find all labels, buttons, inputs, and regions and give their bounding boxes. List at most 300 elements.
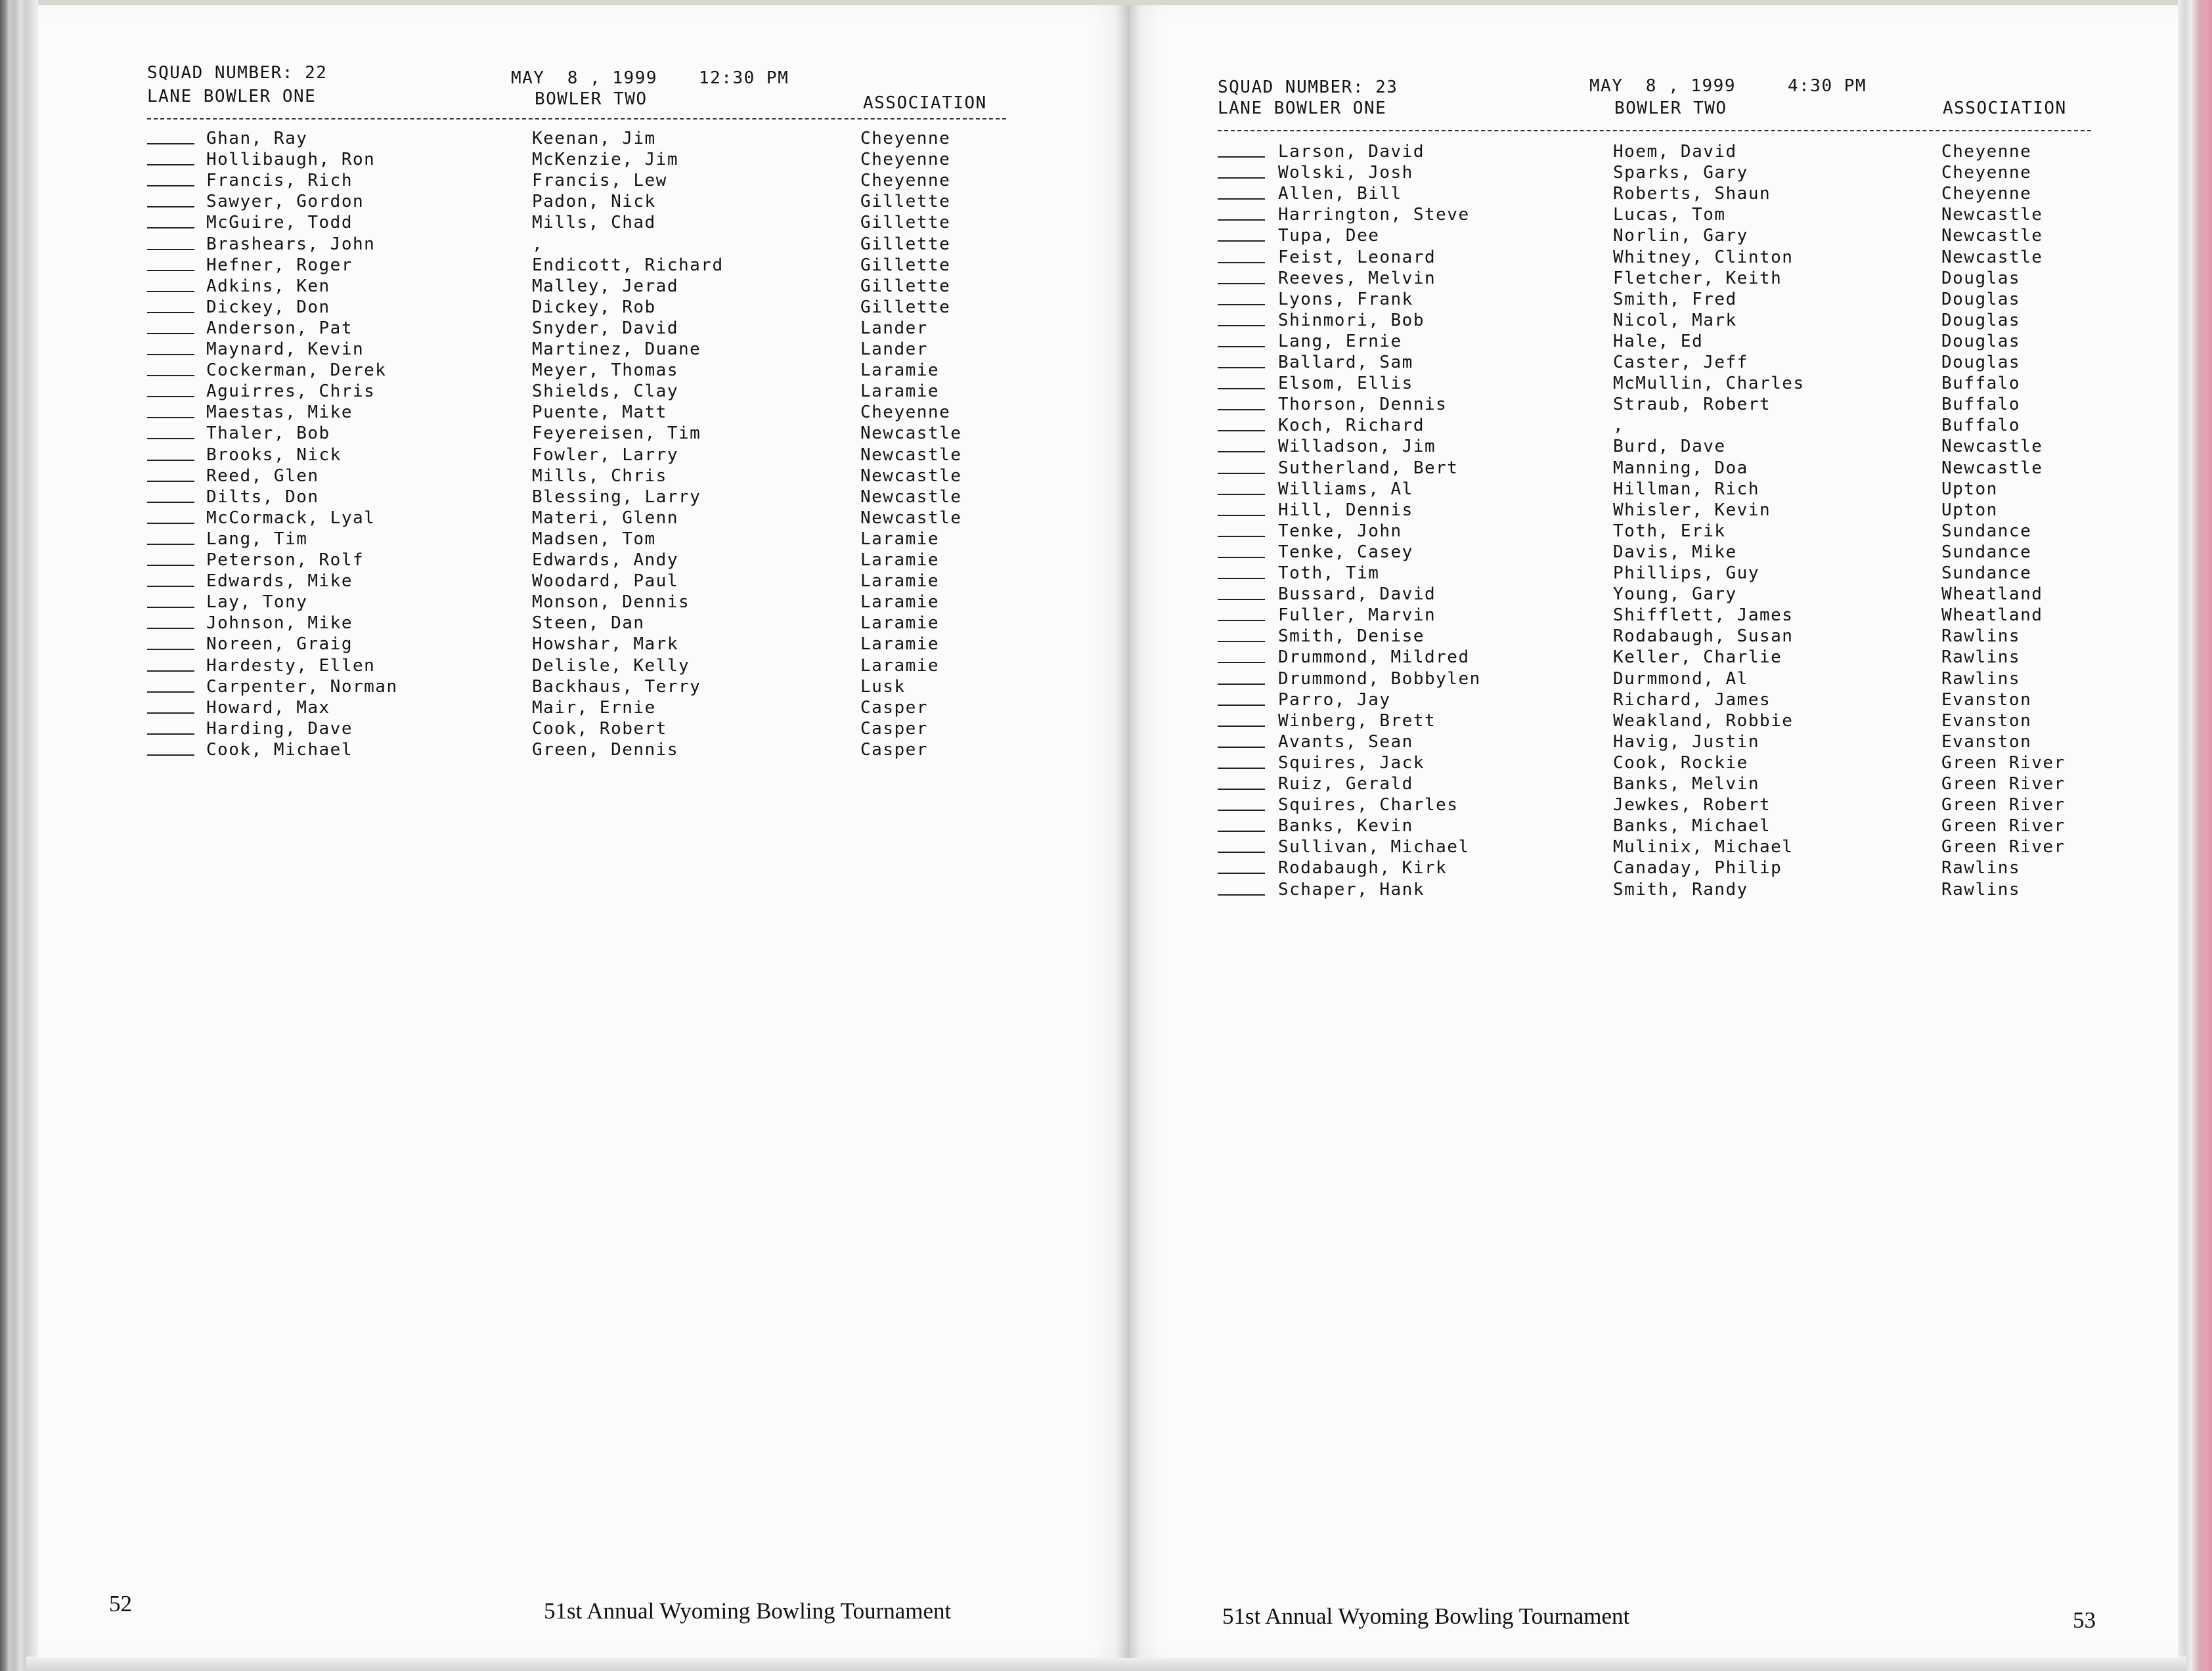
association-name: Upton: [1941, 500, 1998, 520]
bowler-one-name: Lyons, Frank: [1278, 289, 1413, 309]
table-row: [1128, 184, 2178, 205]
lane-blank-line: [1218, 219, 1265, 221]
lane-blank-line: [1218, 599, 1265, 600]
bowler-two-name: Mills, Chris: [532, 466, 667, 486]
association-name: Cheyenne: [1941, 163, 2032, 183]
bowler-one-name: Fuller, Marvin: [1278, 605, 1436, 626]
table-row: [38, 529, 1128, 550]
column-header-bowler-two: BOWLER TWO: [1614, 98, 1727, 118]
table-row: [1128, 332, 2178, 353]
lane-blank-line: [1218, 557, 1265, 558]
lane-blank-line: [1218, 304, 1265, 305]
table-row: [38, 613, 1128, 634]
bowler-one-name: Thaler, Bob: [206, 423, 330, 444]
bowler-one-name: Hardesty, Ellen: [206, 655, 376, 676]
bowler-one-name: Drummond, Mildred: [1278, 647, 1470, 668]
lane-blank-line: [147, 164, 194, 165]
bowler-two-name: Meyer, Thomas: [532, 360, 678, 381]
book-edge-left: [0, 0, 38, 1671]
bowler-one-name: Lay, Tony: [206, 592, 308, 613]
table-row: [38, 698, 1128, 719]
table-row: [38, 634, 1128, 655]
page-right: [1128, 5, 2178, 1658]
bowler-two-name: Blessing, Larry: [532, 487, 701, 507]
bowler-two-name: Fletcher, Keith: [1613, 268, 1782, 288]
lane-blank-line: [1218, 831, 1265, 832]
lane-blank-line: [147, 754, 194, 756]
bowler-one-name: McGuire, Todd: [206, 213, 353, 233]
association-name: Green River: [1941, 795, 2066, 815]
lane-blank-line: [1218, 662, 1265, 663]
table-row: [38, 719, 1128, 740]
table-row: [1128, 753, 2178, 774]
lane-blank-line: [1218, 873, 1265, 874]
lane-blank-line: [1218, 789, 1265, 790]
association-name: Lusk: [860, 676, 906, 697]
bowler-two-name: Jewkes, Robert: [1613, 795, 1771, 815]
bowler-two-name: Norlin, Gary: [1613, 226, 1748, 246]
association-name: Laramie: [860, 655, 940, 676]
lane-blank-line: [1218, 325, 1265, 326]
association-name: Newcastle: [860, 423, 962, 444]
bowler-two-name: Woodard, Paul: [532, 571, 678, 592]
bowler-two-name: Keller, Charlie: [1613, 647, 1782, 668]
bowler-two-name: Banks, Michael: [1613, 816, 1771, 836]
lane-blank-line: [147, 733, 194, 735]
table-row: [38, 550, 1128, 571]
lane-blank-line: [147, 270, 194, 271]
association-name: Newcastle: [1941, 226, 2043, 246]
bowler-one-name: Winberg, Brett: [1278, 710, 1436, 731]
association-name: Sundance: [1941, 563, 2032, 583]
table-row: [1128, 690, 2178, 711]
table-row: [1128, 542, 2178, 563]
table-row: [1128, 248, 2178, 269]
association-name: Gillette: [860, 255, 951, 275]
association-name: Green River: [1941, 752, 2066, 773]
bowler-one-name: Cook, Michael: [206, 739, 353, 760]
table-row: [1128, 647, 2178, 668]
bowler-one-name: Howard, Max: [206, 697, 330, 718]
bowler-one-name: Reeves, Melvin: [1278, 268, 1436, 288]
bowler-two-name: Roberts, Shaun: [1613, 184, 1771, 204]
bowler-two-name: Sparks, Gary: [1613, 163, 1748, 183]
lane-blank-line: [147, 649, 194, 650]
table-row: [38, 402, 1128, 423]
table-row: [1128, 269, 2178, 290]
table-row: [1128, 521, 2178, 542]
bowler-one-name: Brooks, Nick: [206, 445, 342, 465]
association-name: Laramie: [860, 634, 940, 655]
table-row: [1128, 626, 2178, 647]
bowler-one-name: Anderson, Pat: [206, 318, 353, 338]
bowler-one-name: Williams, Al: [1278, 479, 1413, 499]
lane-blank-line: [1218, 494, 1265, 495]
bowler-two-name: Cook, Rockie: [1613, 752, 1748, 773]
bowler-two-name: Padon, Nick: [532, 192, 656, 212]
lane-blank-line: [147, 691, 194, 693]
table-row: [38, 571, 1128, 592]
column-header-association: ASSOCIATION: [863, 93, 987, 113]
table-row: [38, 150, 1128, 171]
lane-blank-line: [147, 312, 194, 313]
bowler-two-name: Mulinix, Michael: [1613, 837, 1794, 857]
association-name: Buffalo: [1941, 395, 2021, 415]
bowler-one-name: Maestas, Mike: [206, 402, 353, 423]
bowler-two-name: Banks, Melvin: [1613, 774, 1759, 794]
bowler-two-name: Whisler, Kevin: [1613, 500, 1771, 520]
lane-blank-line: [147, 396, 194, 397]
table-row: [38, 487, 1128, 508]
bowler-one-name: Dilts, Don: [206, 487, 319, 507]
association-name: Douglas: [1941, 310, 2021, 330]
association-name: Newcastle: [1941, 458, 2043, 478]
association-name: Cheyenne: [1941, 142, 2032, 162]
table-row: [38, 318, 1128, 339]
table-row: [1128, 437, 2178, 458]
table-row: [1128, 353, 2178, 374]
table-row: [1128, 226, 2178, 247]
bowler-two-name: Caster, Jeff: [1613, 353, 1748, 372]
bowler-one-name: Ghan, Ray: [206, 129, 308, 148]
table-row: [38, 234, 1128, 255]
bowler-one-name: Feist, Leonard: [1278, 247, 1436, 267]
bowler-two-name: Hoem, David: [1613, 142, 1737, 162]
lane-blank-line: [1218, 473, 1265, 474]
association-name: Rawlins: [1941, 668, 2021, 689]
lane-blank-line: [1218, 177, 1265, 179]
association-name: Douglas: [1941, 353, 2021, 372]
lane-blank-line: [147, 417, 194, 418]
book-gutter: [1117, 5, 1140, 1658]
table-row: [38, 129, 1128, 150]
table-row: [38, 276, 1128, 297]
squad-date: MAY 8 , 1999: [511, 68, 657, 88]
table-row: [38, 171, 1128, 192]
bowler-one-name: Cockerman, Derek: [206, 360, 387, 381]
lane-blank-line: [1218, 641, 1265, 642]
table-row: [1128, 605, 2178, 626]
column-header-lane-bowler-one: LANE BOWLER ONE: [147, 87, 317, 106]
association-name: Upton: [1941, 479, 1998, 499]
lane-blank-line: [147, 438, 194, 439]
association-name: Evanston: [1941, 731, 2032, 752]
table-row: [38, 192, 1128, 213]
lane-blank-line: [1218, 705, 1265, 706]
association-name: Rawlins: [1941, 626, 2021, 647]
bowler-two-name: Burd, Dave: [1613, 437, 1726, 457]
lane-blank-line: [1218, 156, 1265, 158]
association-name: Newcastle: [1941, 247, 2043, 267]
header-rule: [147, 118, 1006, 119]
association-name: Casper: [860, 697, 928, 718]
association-name: Cheyenne: [860, 402, 951, 423]
table-row: [38, 677, 1128, 698]
table-row: [38, 592, 1128, 613]
bowler-two-name: Davis, Mike: [1613, 542, 1737, 562]
association-name: Gillette: [860, 276, 951, 296]
bowler-one-name: Hollibaugh, Ron: [206, 150, 376, 170]
bowler-one-name: Smith, Denise: [1278, 626, 1425, 647]
association-name: Evanston: [1941, 710, 2032, 731]
lane-blank-line: [147, 460, 194, 461]
bowler-one-name: Banks, Kevin: [1278, 816, 1413, 836]
lane-blank-line: [1218, 430, 1265, 431]
table-row: [38, 381, 1128, 402]
bowler-two-name: Mair, Ernie: [532, 697, 656, 718]
table-row: [1128, 880, 2178, 901]
association-name: Sundance: [1941, 521, 2032, 541]
lane-blank-line: [1218, 198, 1265, 200]
lane-blank-line: [1218, 747, 1265, 748]
bowler-two-name: Edwards, Andy: [532, 550, 678, 570]
bowler-two-name: Howshar, Mark: [532, 634, 678, 655]
bowler-two-name: ,: [1613, 416, 1625, 436]
association-name: Newcastle: [860, 487, 962, 507]
table-row: [38, 297, 1128, 318]
bowler-two-name: Straub, Robert: [1613, 395, 1771, 415]
bowler-one-name: Sawyer, Gordon: [206, 192, 365, 212]
table-row: [1128, 816, 2178, 837]
bowler-two-name: Francis, Lew: [532, 171, 667, 191]
bowler-one-name: Peterson, Rolf: [206, 550, 365, 570]
association-name: Rawlins: [1941, 858, 2021, 879]
association-name: Gillette: [860, 297, 951, 317]
lane-blank-line: [147, 291, 194, 292]
table-row: [38, 445, 1128, 466]
bowler-two-name: Backhaus, Terry: [532, 676, 701, 697]
association-name: Newcastle: [1941, 437, 2043, 457]
lane-blank-line: [1218, 810, 1265, 811]
squad-number: SQUAD NUMBER: 22: [147, 63, 328, 83]
table-row: [1128, 732, 2178, 753]
lane-blank-line: [1218, 578, 1265, 579]
bowler-one-name: Lang, Tim: [206, 529, 308, 549]
lane-blank-line: [1218, 451, 1265, 452]
table-row: [1128, 795, 2178, 816]
bowler-one-name: Drummond, Bobbylen: [1278, 668, 1481, 689]
bowler-one-name: Larson, David: [1278, 142, 1425, 162]
association-name: Rawlins: [1941, 647, 2021, 668]
lane-blank-line: [147, 143, 194, 144]
lane-blank-line: [1218, 367, 1265, 368]
bowler-two-name: Hale, Ed: [1613, 331, 1704, 351]
association-name: Gillette: [860, 234, 951, 254]
bowler-one-name: Harrington, Steve: [1278, 205, 1470, 225]
bowler-two-name: Puente, Matt: [532, 402, 667, 423]
bowler-one-name: Wolski, Josh: [1278, 163, 1413, 183]
footer-title: 51st Annual Wyoming Bowling Tournament: [544, 1598, 952, 1624]
association-name: Newcastle: [860, 466, 962, 486]
association-name: Laramie: [860, 381, 940, 402]
table-row: [38, 740, 1128, 761]
bowler-one-name: Carpenter, Norman: [206, 676, 398, 697]
table-row: [1128, 774, 2178, 795]
bowler-one-name: Sutherland, Bert: [1278, 458, 1459, 478]
bowler-one-name: Avants, Sean: [1278, 731, 1413, 752]
bowler-one-name: Adkins, Ken: [206, 276, 330, 296]
table-row: [1128, 205, 2178, 226]
bowler-two-name: Dickey, Rob: [532, 297, 656, 317]
association-name: Douglas: [1941, 331, 2021, 351]
bowler-one-name: Squires, Charles: [1278, 795, 1459, 815]
squad-time: 4:30 PM: [1788, 76, 1867, 96]
bowler-one-name: Squires, Jack: [1278, 752, 1425, 773]
table-row: [38, 339, 1128, 360]
column-header-lane-bowler-one: LANE BOWLER ONE: [1218, 98, 1387, 118]
table-row: [38, 656, 1128, 677]
squad-date: MAY 8 , 1999: [1589, 76, 1736, 96]
table-row: [1128, 163, 2178, 184]
bowler-two-name: Cook, Robert: [532, 718, 667, 739]
table-row: [1128, 479, 2178, 500]
bowler-one-name: Brashears, John: [206, 234, 376, 254]
association-name: Rawlins: [1941, 879, 2021, 900]
bowler-one-name: Toth, Tim: [1278, 563, 1380, 583]
bowler-one-name: Harding, Dave: [206, 718, 353, 739]
bowler-two-name: Mills, Chad: [532, 213, 656, 233]
bowler-one-name: Ruiz, Gerald: [1278, 774, 1413, 794]
table-row: [1128, 395, 2178, 416]
bowler-one-name: Dickey, Don: [206, 297, 330, 317]
lane-blank-line: [1218, 388, 1265, 389]
bowler-one-name: Willadson, Jim: [1278, 437, 1436, 457]
lane-blank-line: [147, 712, 194, 714]
bowler-one-name: Tenke, Casey: [1278, 542, 1413, 562]
bowler-one-name: Parro, Jay: [1278, 689, 1391, 710]
bowler-two-name: Steen, Dan: [532, 613, 645, 634]
lane-blank-line: [147, 206, 194, 207]
lane-blank-line: [147, 565, 194, 566]
bowler-two-name: McMullin, Charles: [1613, 374, 1805, 394]
lane-blank-line: [1218, 852, 1265, 853]
bowler-one-name: Francis, Rich: [206, 171, 353, 191]
table-row: [1128, 374, 2178, 395]
page-left: [38, 5, 1128, 1658]
lane-blank-line: [1218, 240, 1265, 242]
bowler-two-name: Young, Gary: [1613, 584, 1737, 605]
bowler-two-name: ,: [532, 234, 544, 254]
table-row: [1128, 563, 2178, 584]
bowler-two-name: Shifflett, James: [1613, 605, 1794, 626]
association-name: Buffalo: [1941, 374, 2021, 394]
association-name: Gillette: [860, 192, 951, 212]
table-row: [1128, 458, 2178, 479]
bowler-one-name: Sullivan, Michael: [1278, 837, 1470, 857]
association-name: Evanston: [1941, 689, 2032, 710]
bowler-one-name: Allen, Bill: [1278, 184, 1402, 204]
lane-blank-line: [147, 670, 194, 672]
table-row: [1128, 142, 2178, 163]
bowler-one-name: Aguirres, Chris: [206, 381, 376, 402]
table-row: [1128, 711, 2178, 732]
bowler-two-name: Rodabaugh, Susan: [1613, 626, 1794, 647]
association-name: Lander: [860, 318, 928, 338]
association-name: Douglas: [1941, 289, 2021, 309]
lane-blank-line: [147, 333, 194, 334]
squad-number: SQUAD NUMBER: 23: [1218, 77, 1398, 97]
lane-blank-line: [147, 227, 194, 228]
table-row: [1128, 416, 2178, 437]
lane-blank-line: [1218, 409, 1265, 410]
bowler-one-name: McCormack, Lyal: [206, 508, 376, 528]
lane-blank-line: [1218, 536, 1265, 537]
page-number: 53: [2073, 1607, 2096, 1633]
bowler-one-name: Tupa, Dee: [1278, 226, 1380, 246]
association-name: Douglas: [1941, 268, 2021, 288]
association-name: Laramie: [860, 529, 940, 549]
association-name: Laramie: [860, 360, 940, 381]
bowler-one-name: Tenke, John: [1278, 521, 1402, 541]
bowler-two-name: Hillman, Rich: [1613, 479, 1759, 499]
lane-blank-line: [147, 481, 194, 482]
bowler-two-name: Madsen, Tom: [532, 529, 656, 549]
bowler-two-name: Durmmond, Al: [1613, 668, 1748, 689]
table-row: [38, 423, 1128, 445]
lane-blank-line: [147, 249, 194, 250]
bowler-one-name: Rodabaugh, Kirk: [1278, 858, 1448, 879]
lane-blank-line: [147, 523, 194, 524]
lane-blank-line: [147, 544, 194, 545]
lane-blank-line: [1218, 515, 1265, 516]
bowler-two-name: Fowler, Larry: [532, 445, 678, 465]
column-header-bowler-two: BOWLER TWO: [535, 89, 648, 109]
table-row: [38, 508, 1128, 529]
association-name: Cheyenne: [1941, 184, 2032, 204]
bowler-two-name: Snyder, David: [532, 318, 678, 338]
bowler-one-name: Hefner, Roger: [206, 255, 353, 275]
bowler-two-name: Richard, James: [1613, 689, 1771, 710]
table-row: [1128, 500, 2178, 521]
bowler-one-name: Reed, Glen: [206, 466, 319, 486]
bowler-two-name: Green, Dennis: [532, 739, 678, 760]
bowler-two-name: Monson, Dennis: [532, 592, 690, 613]
association-name: Casper: [860, 718, 928, 739]
bowler-one-name: Johnson, Mike: [206, 613, 353, 634]
association-name: Newcastle: [860, 508, 962, 528]
bowler-one-name: Lang, Ernie: [1278, 331, 1402, 351]
association-name: Casper: [860, 739, 928, 760]
lane-blank-line: [147, 586, 194, 587]
association-name: Laramie: [860, 592, 940, 613]
bowler-two-name: Manning, Doa: [1613, 458, 1748, 478]
association-name: Green River: [1941, 816, 2066, 836]
bowler-two-name: Whitney, Clinton: [1613, 247, 1794, 267]
table-row: [1128, 837, 2178, 858]
table-row: [1128, 584, 2178, 605]
bowler-two-name: Smith, Fred: [1613, 289, 1737, 309]
association-name: Wheatland: [1941, 584, 2043, 605]
bowler-two-name: Keenan, Jim: [532, 129, 656, 148]
header-rule: [1218, 130, 2091, 131]
lane-blank-line: [1218, 726, 1265, 727]
table-row: [1128, 858, 2178, 879]
association-name: Cheyenne: [860, 129, 951, 148]
association-name: Wheatland: [1941, 605, 2043, 626]
bowler-two-name: Phillips, Guy: [1613, 563, 1759, 583]
lane-blank-line: [1218, 768, 1265, 769]
bowler-one-name: Maynard, Kevin: [206, 339, 365, 359]
lane-blank-line: [147, 354, 194, 355]
squad-time: 12:30 PM: [699, 68, 789, 88]
lane-blank-line: [147, 607, 194, 608]
book-edge-right: [2178, 0, 2212, 1671]
bowler-two-name: Canaday, Philip: [1613, 858, 1782, 879]
association-name: Laramie: [860, 571, 940, 592]
bowler-two-name: Materi, Glenn: [532, 508, 678, 528]
lane-blank-line: [147, 185, 194, 186]
association-name: Green River: [1941, 774, 2066, 794]
